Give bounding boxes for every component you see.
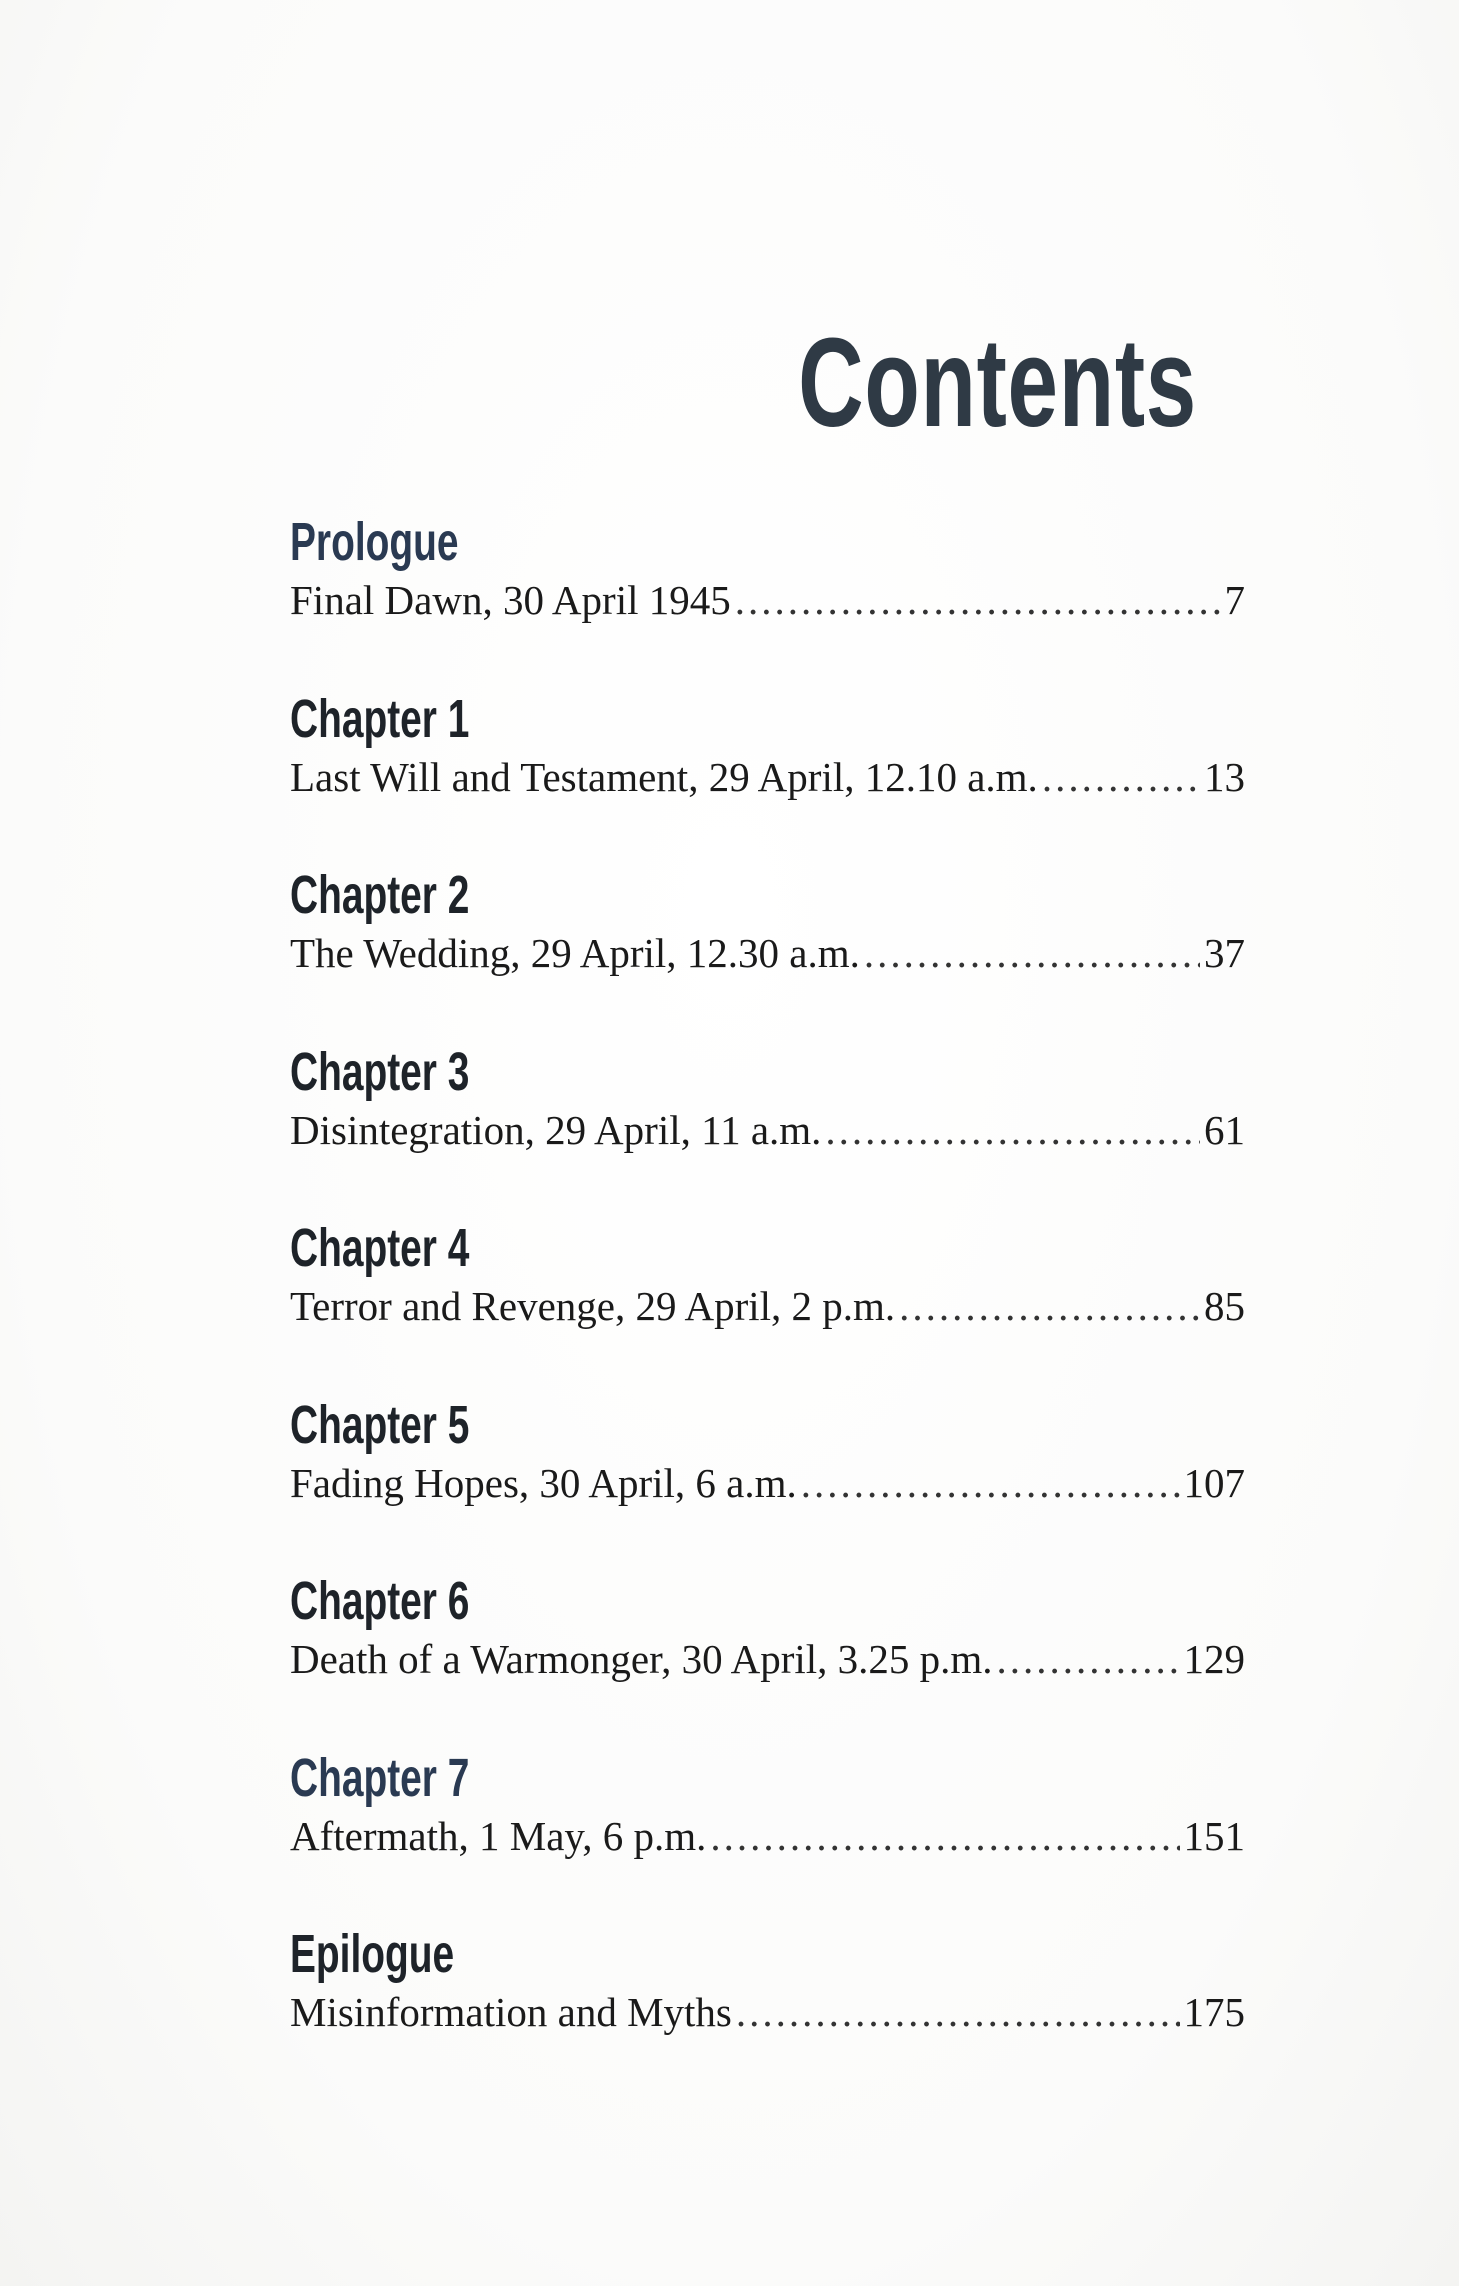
toc-page-number: 107: [1183, 1459, 1245, 1506]
toc-entry-title: Disintegration, 29 April, 11 a.m.: [290, 1106, 822, 1153]
dot-leader: [801, 1457, 1180, 1509]
toc-heading: Epilogue: [290, 1924, 455, 1984]
toc-entry-title: Fading Hopes, 30 April, 6 a.m.: [290, 1459, 797, 1506]
toc-heading: Chapter 1: [290, 688, 470, 749]
toc-entry-title: Final Dawn, 30 April 1945: [290, 577, 731, 623]
toc-entry-chapter-4: [290, 1218, 1250, 1395]
toc-line: [290, 1280, 1245, 1332]
toc-entry-chapter-5: [290, 1395, 1250, 1572]
toc-page-number: 85: [1204, 1283, 1245, 1329]
toc-page-number: 61: [1204, 1106, 1245, 1153]
dot-leader: [1042, 751, 1200, 803]
toc-heading: Chapter 7: [290, 1747, 470, 1808]
dot-leader: [710, 1810, 1179, 1862]
toc-line: [290, 1457, 1245, 1509]
toc-entry-title: Misinformation and Myths: [290, 1989, 732, 2035]
toc-page-number: 129: [1183, 1636, 1245, 1682]
dot-leader: [899, 1280, 1200, 1332]
table-of-contents: [290, 512, 1250, 2101]
dot-leader: [736, 1986, 1180, 2038]
toc-heading: Chapter 4: [290, 1218, 470, 1278]
toc-entry-title: Death of a Warmonger, 30 April, 3.25 p.m.: [290, 1636, 993, 1682]
dot-leader: [997, 1633, 1180, 1685]
toc-page-number: 151: [1183, 1812, 1245, 1859]
toc-entry-chapter-3: [290, 1042, 1250, 1219]
toc-heading: Prologue: [290, 512, 459, 572]
toc-heading: Chapter 2: [290, 865, 470, 925]
toc-line: [290, 1633, 1245, 1685]
toc-heading: Chapter 6: [290, 1571, 470, 1631]
toc-entry-epilogue: [290, 1924, 1250, 2101]
toc-line: [290, 1104, 1245, 1156]
toc-page-number: 13: [1204, 753, 1245, 800]
dot-leader: [825, 1104, 1200, 1156]
toc-page-number: 37: [1204, 930, 1245, 976]
toc-line: [290, 751, 1245, 803]
dot-leader: [735, 574, 1221, 626]
toc-entry-title: Terror and Revenge, 29 April, 2 p.m.: [290, 1283, 896, 1329]
toc-entry-chapter-2: [290, 865, 1250, 1042]
toc-entry-chapter-1: [290, 689, 1250, 866]
page-title: Contents: [798, 312, 1197, 453]
toc-entry-title: Last Will and Testament, 29 April, 12.10 a.m.: [290, 753, 1038, 800]
toc-heading: Chapter 3: [290, 1041, 470, 1102]
toc-line: [290, 927, 1245, 979]
toc-entry-title: Aftermath, 1 May, 6 p.m.: [290, 1812, 707, 1859]
toc-line: [290, 1810, 1245, 1862]
toc-entry-chapter-6: [290, 1571, 1250, 1748]
toc-heading: Chapter 5: [290, 1394, 470, 1455]
toc-line: [290, 574, 1245, 626]
dot-leader: [864, 927, 1200, 979]
toc-entry-chapter-7: [290, 1748, 1250, 1925]
toc-page-number: 175: [1183, 1989, 1245, 2035]
toc-page-number: 7: [1224, 577, 1245, 623]
toc-entry-title: The Wedding, 29 April, 12.30 a.m.: [290, 930, 860, 976]
toc-line: [290, 1986, 1245, 2038]
toc-entry-prologue: [290, 512, 1250, 689]
